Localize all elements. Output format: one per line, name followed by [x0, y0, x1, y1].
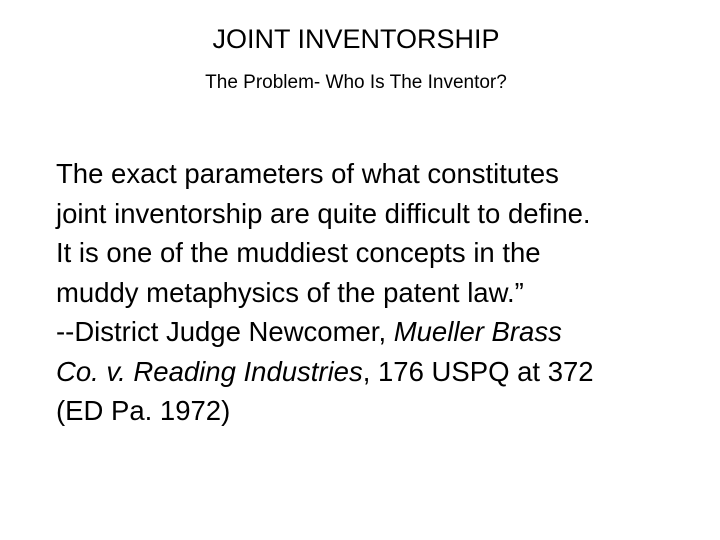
quote-line-7: (ED Pa. 1972)	[56, 395, 231, 426]
quote-line-3: It is one of the muddiest concepts in the	[56, 237, 541, 268]
case-name-part-2: Co. v. Reading Industries	[56, 355, 363, 387]
quote-line-6	[56, 352, 716, 392]
slide-subtitle: The Problem- Who Is The Inventor?	[205, 72, 507, 93]
quote-body	[56, 154, 716, 431]
slide-title: JOINT INVENTORSHIP	[212, 24, 500, 54]
quote-line-1: The exact parameters of what constitutes	[56, 158, 559, 189]
quote-line-5	[56, 312, 716, 352]
quote-line-4: muddy metaphysics of the patent law.”	[56, 276, 524, 308]
quote-line-2: joint inventorship are quite difficult to define.	[56, 197, 591, 229]
citation-text: , 176 USPQ at 372	[362, 355, 594, 387]
attribution-text: --District Judge Newcomer,	[56, 316, 394, 347]
case-name-part-1: Mueller Brass	[393, 316, 562, 347]
